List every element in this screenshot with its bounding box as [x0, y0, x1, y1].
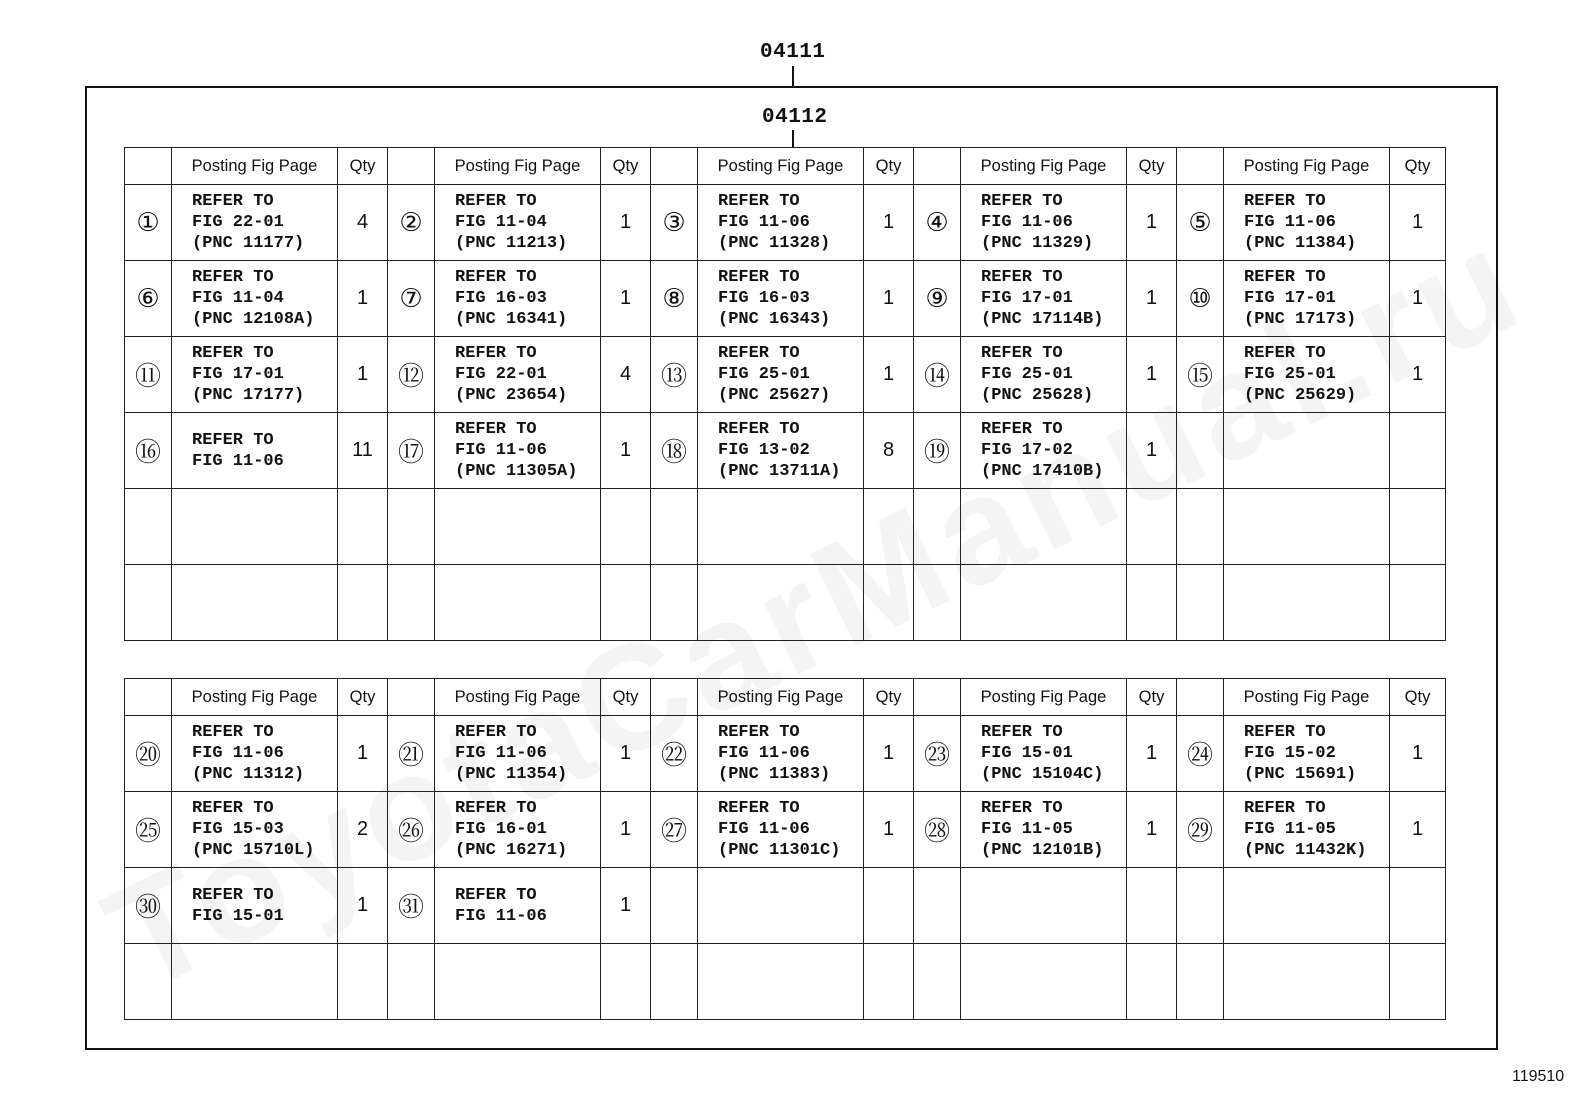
header-number-cell [125, 679, 172, 716]
posting-fig-page-cell [698, 716, 864, 792]
callout-number: ③ [651, 185, 698, 261]
leader-line-04111 [792, 66, 794, 87]
posting-fig-page-cell [435, 337, 601, 413]
header-qty: Qty [338, 148, 388, 185]
reference-line: REFER TO [192, 723, 274, 742]
reference-line: (PNC 11305A) [455, 462, 578, 481]
qty-cell: 1 [1390, 185, 1446, 261]
callout-number [651, 489, 698, 565]
posting-fig-page-cell [1224, 565, 1390, 641]
reference-line: (PNC 11312) [192, 765, 305, 784]
reference-line: REFER TO [455, 192, 537, 211]
qty-cell: 1 [1390, 261, 1446, 337]
qty-cell: 1 [864, 185, 914, 261]
callout-number [914, 944, 961, 1020]
reference-line: REFER TO [455, 268, 537, 287]
callout-number: ② [388, 185, 435, 261]
reference-line: REFER TO [1244, 192, 1326, 211]
posting-fig-page-cell [698, 868, 864, 944]
callout-number [651, 944, 698, 1020]
reference-line: (PNC 13711A) [718, 462, 841, 481]
callout-number: ⑧ [651, 261, 698, 337]
reference-line: (PNC 25627) [718, 386, 831, 405]
reference-line: (PNC 17177) [192, 386, 305, 405]
callout-number: ⑤ [1177, 185, 1224, 261]
posting-fig-page-cell [1224, 413, 1390, 489]
reference-line: (PNC 11384) [1244, 234, 1357, 253]
header-number-cell [914, 148, 961, 185]
posting-fig-page-cell [698, 413, 864, 489]
qty-cell: 1 [338, 337, 388, 413]
reference-line: REFER TO [1244, 723, 1326, 742]
reference-line: FIG 11-04 [192, 289, 284, 308]
reference-line: FIG 11-05 [1244, 820, 1336, 839]
reference-line: FIG 17-01 [192, 365, 284, 384]
callout-number: ⑮ [1177, 337, 1224, 413]
qty-cell: 1 [338, 716, 388, 792]
header-qty: Qty [1390, 148, 1446, 185]
qty-cell: 1 [1127, 716, 1177, 792]
assembly-label-04111: 04111 [760, 41, 826, 64]
qty-cell: 1 [338, 261, 388, 337]
reference-line: FIG 11-06 [718, 744, 810, 763]
reference-line: REFER TO [981, 268, 1063, 287]
posting-fig-page-cell [1224, 868, 1390, 944]
posting-fig-page-cell [698, 261, 864, 337]
header-qty: Qty [864, 679, 914, 716]
callout-number [914, 489, 961, 565]
header-qty: Qty [1390, 679, 1446, 716]
header-row [125, 679, 1446, 716]
posting-fig-page-cell [435, 489, 601, 565]
callout-number [651, 868, 698, 944]
qty-cell: 4 [601, 337, 651, 413]
header-row [125, 148, 1446, 185]
reference-line: REFER TO [718, 344, 800, 363]
posting-fig-page-cell [961, 868, 1127, 944]
callout-number [125, 944, 172, 1020]
table-row [125, 413, 1446, 489]
reference-line: FIG 22-01 [455, 365, 547, 384]
qty-cell [1390, 944, 1446, 1020]
reference-line: (PNC 25629) [1244, 386, 1357, 405]
qty-cell [864, 489, 914, 565]
qty-cell [1390, 868, 1446, 944]
posting-fig-page-cell [172, 337, 338, 413]
header-number-cell [651, 148, 698, 185]
qty-cell [601, 944, 651, 1020]
reference-line: FIG 11-05 [981, 820, 1073, 839]
posting-fig-page-cell [698, 944, 864, 1020]
callout-number: ㉓ [914, 716, 961, 792]
posting-fig-page-cell [698, 337, 864, 413]
header-qty: Qty [601, 148, 651, 185]
header-posting-fig-page: Posting Fig Page [961, 148, 1127, 185]
callout-number: ⑥ [125, 261, 172, 337]
reference-line: (PNC 17114B) [981, 310, 1104, 329]
posting-fig-page-cell [1224, 261, 1390, 337]
qty-cell: 2 [338, 792, 388, 868]
header-qty: Qty [864, 148, 914, 185]
reference-line: FIG 22-01 [192, 213, 284, 232]
callout-number [1177, 489, 1224, 565]
reference-line: (PNC 15104C) [981, 765, 1104, 784]
table-row [125, 185, 1446, 261]
qty-cell: 1 [1390, 792, 1446, 868]
posting-fig-page-cell [435, 413, 601, 489]
qty-cell: 1 [1127, 337, 1177, 413]
reference-line: REFER TO [1244, 268, 1326, 287]
illustration-id: 119510 [1512, 1068, 1565, 1085]
qty-cell: 1 [601, 868, 651, 944]
reference-line: (PNC 15710L) [192, 841, 315, 860]
table-row [125, 261, 1446, 337]
posting-fig-page-cell [1224, 337, 1390, 413]
reference-line: REFER TO [455, 723, 537, 742]
callout-number: ㉛ [388, 868, 435, 944]
parts-table-upper [124, 147, 1446, 641]
reference-line: (PNC 11432K) [1244, 841, 1367, 860]
qty-cell: 1 [338, 868, 388, 944]
posting-fig-page-cell [172, 489, 338, 565]
reference-line: (PNC 25628) [981, 386, 1094, 405]
posting-fig-page-cell [698, 185, 864, 261]
reference-line: REFER TO [192, 799, 274, 818]
reference-line: FIG 11-06 [1244, 213, 1336, 232]
reference-line: REFER TO [718, 420, 800, 439]
posting-fig-page-cell [172, 413, 338, 489]
reference-line: REFER TO [192, 192, 274, 211]
reference-line: REFER TO [192, 885, 274, 905]
reference-line: (PNC 23654) [455, 386, 568, 405]
header-number-cell [651, 679, 698, 716]
qty-cell [338, 565, 388, 641]
posting-fig-page-cell [961, 944, 1127, 1020]
posting-fig-page-cell [435, 716, 601, 792]
reference-line: (PNC 17410B) [981, 462, 1104, 481]
header-qty: Qty [338, 679, 388, 716]
posting-fig-page-cell [961, 261, 1127, 337]
callout-number: ㉖ [388, 792, 435, 868]
callout-number: ⑲ [914, 413, 961, 489]
posting-fig-page-cell [435, 868, 601, 944]
posting-fig-page-cell [172, 185, 338, 261]
header-number-cell [914, 679, 961, 716]
header-posting-fig-page: Posting Fig Page [1224, 679, 1390, 716]
qty-cell: 1 [601, 261, 651, 337]
reference-line: FIG 15-01 [981, 744, 1073, 763]
posting-fig-page-cell [961, 489, 1127, 565]
qty-cell: 1 [1390, 337, 1446, 413]
posting-fig-page-cell [698, 565, 864, 641]
reference-line: REFER TO [718, 799, 800, 818]
posting-fig-page-cell [961, 716, 1127, 792]
leader-line-04112 [792, 130, 794, 147]
qty-cell: 1 [1127, 792, 1177, 868]
callout-number: ⑳ [125, 716, 172, 792]
qty-cell [338, 489, 388, 565]
reference-line: REFER TO [981, 799, 1063, 818]
qty-cell [601, 565, 651, 641]
posting-fig-page-cell [172, 868, 338, 944]
table-row [125, 565, 1446, 641]
table-row [125, 868, 1446, 944]
reference-line: FIG 11-06 [981, 213, 1073, 232]
reference-line: (PNC 12101B) [981, 841, 1104, 860]
reference-line: (PNC 12108A) [192, 310, 315, 329]
qty-cell: 1 [864, 716, 914, 792]
header-posting-fig-page: Posting Fig Page [435, 679, 601, 716]
callout-number: ㉒ [651, 716, 698, 792]
callout-number: ⑦ [388, 261, 435, 337]
qty-cell [1127, 489, 1177, 565]
reference-line: FIG 16-03 [455, 289, 547, 308]
qty-cell [1390, 565, 1446, 641]
posting-fig-page-cell [435, 944, 601, 1020]
header-posting-fig-page: Posting Fig Page [698, 679, 864, 716]
reference-line: FIG 25-01 [1244, 365, 1336, 384]
qty-cell: 4 [338, 185, 388, 261]
reference-line: (PNC 11177) [192, 234, 305, 253]
reference-line: (PNC 17173) [1244, 310, 1357, 329]
callout-number [1177, 944, 1224, 1020]
reference-line: (PNC 11328) [718, 234, 831, 253]
callout-number [125, 489, 172, 565]
header-posting-fig-page: Posting Fig Page [1224, 148, 1390, 185]
reference-line: FIG 13-02 [718, 441, 810, 460]
qty-cell [864, 565, 914, 641]
header-posting-fig-page: Posting Fig Page [435, 148, 601, 185]
qty-cell [1127, 868, 1177, 944]
reference-line: FIG 11-04 [455, 213, 547, 232]
callout-number: ㉑ [388, 716, 435, 792]
posting-fig-page-cell [1224, 792, 1390, 868]
reference-line: REFER TO [981, 723, 1063, 742]
posting-fig-page-cell [172, 792, 338, 868]
table-row [125, 944, 1446, 1020]
reference-line: REFER TO [455, 344, 537, 363]
reference-line: REFER TO [981, 344, 1063, 363]
qty-cell: 1 [864, 261, 914, 337]
callout-number: ① [125, 185, 172, 261]
callout-number: ⑭ [914, 337, 961, 413]
callout-number: ⑰ [388, 413, 435, 489]
qty-cell [338, 944, 388, 1020]
reference-line: (PNC 11354) [455, 765, 568, 784]
callout-number: ⑱ [651, 413, 698, 489]
header-posting-fig-page: Posting Fig Page [698, 148, 864, 185]
qty-cell [1127, 565, 1177, 641]
callout-number [1177, 413, 1224, 489]
posting-fig-page-cell [961, 337, 1127, 413]
reference-line: FIG 11-06 [455, 744, 547, 763]
posting-fig-page-cell [435, 792, 601, 868]
callout-number: ㉕ [125, 792, 172, 868]
header-number-cell [388, 148, 435, 185]
qty-cell: 11 [338, 413, 388, 489]
posting-fig-page-cell [435, 565, 601, 641]
header-posting-fig-page: Posting Fig Page [961, 679, 1127, 716]
callout-number [388, 565, 435, 641]
qty-cell [1390, 489, 1446, 565]
qty-cell: 1 [601, 716, 651, 792]
header-number-cell [1177, 679, 1224, 716]
callout-number [1177, 565, 1224, 641]
parts-table-lower [124, 678, 1446, 1020]
callout-number: ⑯ [125, 413, 172, 489]
reference-line: REFER TO [1244, 799, 1326, 818]
posting-fig-page-cell [961, 792, 1127, 868]
posting-fig-page-cell [172, 261, 338, 337]
qty-cell: 1 [1127, 185, 1177, 261]
posting-fig-page-cell [961, 185, 1127, 261]
header-number-cell [125, 148, 172, 185]
posting-fig-page-cell [435, 261, 601, 337]
reference-line: (PNC 15691) [1244, 765, 1357, 784]
reference-line: (PNC 11301C) [718, 841, 841, 860]
posting-fig-page-cell [1224, 489, 1390, 565]
reference-line: REFER TO [981, 420, 1063, 439]
reference-line: REFER TO [1244, 344, 1326, 363]
posting-fig-page-cell [172, 944, 338, 1020]
reference-line: (PNC 16341) [455, 310, 568, 329]
reference-line: (PNC 16271) [455, 841, 568, 860]
callout-number: ㉔ [1177, 716, 1224, 792]
reference-line: FIG 15-02 [1244, 744, 1336, 763]
posting-fig-page-cell [698, 489, 864, 565]
reference-line: REFER TO [192, 344, 274, 363]
reference-line: REFER TO [718, 268, 800, 287]
qty-cell: 1 [601, 413, 651, 489]
reference-line: (PNC 11213) [455, 234, 568, 253]
posting-fig-page-cell [172, 565, 338, 641]
qty-cell [1127, 944, 1177, 1020]
reference-line: REFER TO [718, 723, 800, 742]
reference-line: (PNC 11383) [718, 765, 831, 784]
reference-line: REFER TO [455, 885, 537, 905]
table-row [125, 716, 1446, 792]
reference-line: (PNC 11329) [981, 234, 1094, 253]
reference-line: REFER TO [455, 799, 537, 818]
callout-number [651, 565, 698, 641]
qty-cell [864, 944, 914, 1020]
header-qty: Qty [1127, 679, 1177, 716]
posting-fig-page-cell [1224, 716, 1390, 792]
callout-number: ㉗ [651, 792, 698, 868]
posting-fig-page-cell [698, 792, 864, 868]
qty-cell [864, 868, 914, 944]
reference-line: FIG 17-01 [1244, 289, 1336, 308]
assembly-label-04112: 04112 [762, 106, 828, 129]
qty-cell: 1 [864, 337, 914, 413]
reference-line: REFER TO [718, 192, 800, 211]
reference-line: FIG 15-03 [192, 820, 284, 839]
callout-number [388, 489, 435, 565]
callout-number [125, 565, 172, 641]
reference-line: REFER TO [455, 420, 537, 439]
header-number-cell [1177, 148, 1224, 185]
callout-number: ⑬ [651, 337, 698, 413]
reference-line: REFER TO [981, 192, 1063, 211]
qty-cell [1390, 413, 1446, 489]
reference-line: FIG 11-06 [455, 906, 547, 926]
qty-cell: 1 [1127, 261, 1177, 337]
table-row [125, 792, 1446, 868]
callout-number: ⑩ [1177, 261, 1224, 337]
table-row [125, 337, 1446, 413]
reference-line: FIG 25-01 [981, 365, 1073, 384]
header-posting-fig-page: Posting Fig Page [172, 148, 338, 185]
reference-line: FIG 16-03 [718, 289, 810, 308]
callout-number [1177, 868, 1224, 944]
posting-fig-page-cell [435, 185, 601, 261]
header-qty: Qty [1127, 148, 1177, 185]
reference-line: FIG 16-01 [455, 820, 547, 839]
callout-number: ㉚ [125, 868, 172, 944]
reference-line: FIG 15-01 [192, 906, 284, 926]
reference-line: FIG 11-06 [192, 744, 284, 763]
qty-cell: 1 [1127, 413, 1177, 489]
posting-fig-page-cell [961, 413, 1127, 489]
callout-number: ⑫ [388, 337, 435, 413]
callout-number [388, 944, 435, 1020]
reference-line: FIG 11-06 [455, 441, 547, 460]
reference-line: (PNC 16343) [718, 310, 831, 329]
header-number-cell [388, 679, 435, 716]
qty-cell: 8 [864, 413, 914, 489]
posting-fig-page-cell [1224, 944, 1390, 1020]
reference-line: REFER TO [192, 430, 274, 450]
reference-line: FIG 17-02 [981, 441, 1073, 460]
reference-line: FIG 11-06 [718, 213, 810, 232]
posting-fig-page-cell [961, 565, 1127, 641]
qty-cell [601, 489, 651, 565]
callout-number: ㉙ [1177, 792, 1224, 868]
reference-line: FIG 11-06 [192, 451, 284, 471]
callout-number: ㉘ [914, 792, 961, 868]
header-posting-fig-page: Posting Fig Page [172, 679, 338, 716]
callout-number: ⑪ [125, 337, 172, 413]
qty-cell: 1 [1390, 716, 1446, 792]
posting-fig-page-cell [1224, 185, 1390, 261]
qty-cell: 1 [864, 792, 914, 868]
qty-cell: 1 [601, 792, 651, 868]
callout-number [914, 868, 961, 944]
qty-cell: 1 [601, 185, 651, 261]
table-row [125, 489, 1446, 565]
reference-line: FIG 25-01 [718, 365, 810, 384]
reference-line: REFER TO [192, 268, 274, 287]
callout-number [914, 565, 961, 641]
callout-number: ④ [914, 185, 961, 261]
header-qty: Qty [601, 679, 651, 716]
reference-line: FIG 11-06 [718, 820, 810, 839]
posting-fig-page-cell [172, 716, 338, 792]
callout-number: ⑨ [914, 261, 961, 337]
reference-line: FIG 17-01 [981, 289, 1073, 308]
